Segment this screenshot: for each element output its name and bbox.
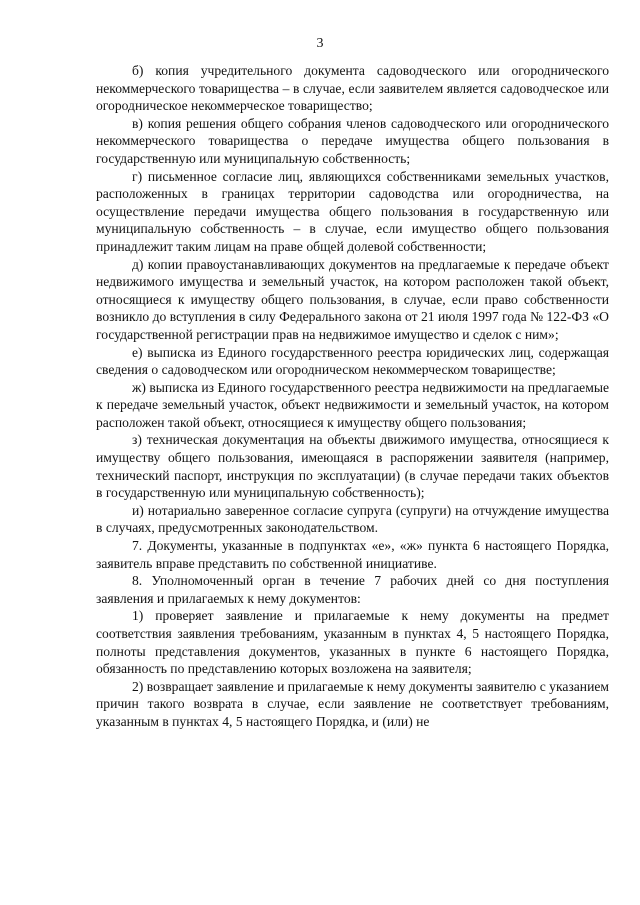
paragraph-8-authority-actions: 8. Уполномоченный орган в течение 7 рабочих дней со дня поступления заявления и прилагаемых к нему документов: [96, 573, 609, 606]
paragraph-d-title-documents: д) копии правоустанавливающих документов на предлагаемые к передаче объект недвижимого имущества и земельный участок, на котором расположен такой объект, относящиеся к имуществу общего пользования, в случае, если право собственности возникло до вступления в силу Федерального закона от 21 июля 1997 года № 122-ФЗ «О государственной регистрации прав на недвижимое имущество и сделок с ним»; [96, 256, 609, 342]
paragraph-b-charter-copy: б) копия учредительного документа садоводческого или огороднического некоммерческого товарищества – в случае, если заявителем является садоводческое или огородническое некоммерческое товарищество; [96, 63, 609, 114]
paragraph-8-2-return: 2) возвращает заявление и прилагаемые к нему документы заявителю с указанием причин такого возврата в случае, если заявление не соответствует требованиям, указанным в пунктах 4, 5 настоящего Порядка, и (или) не [96, 678, 609, 729]
paragraph-7-optional-documents: 7. Документы, указанные в подпунктах «е», «ж» пункта 6 настоящего Порядка, заявитель вправе представить по собственной инициативе. [96, 538, 609, 571]
paragraph-8-1-verification: 1) проверяет заявление и прилагаемые к нему документы на предмет соответствия заявления требованиям, указанным в пунктах 4, 5 настоящего Порядка, полноты представления документов, указанных в пункте 6 настоящего Порядка, обязанность по представлению которых возложена на заявителя; [96, 608, 609, 677]
paragraph-v-meeting-decision: в) копия решения общего собрания членов садоводческого или огороднического некоммерческого товарищества о передаче имущества общего пользования в государственную или муниципальную собственность; [96, 115, 609, 166]
page-number: 3 [316, 36, 324, 51]
paragraph-e-legal-entities-extract: е) выписка из Единого государственного реестра юридических лиц, содержащая сведения о садоводческом или огородническом некоммерческом товариществе; [96, 344, 609, 378]
document-body [96, 62, 609, 731]
paragraph-z-technical-documentation: з) техническая документация на объекты движимого имущества, относящиеся к имуществу общего пользования, имеющаяся в распоряжении заявителя (например, технический паспорт, инструкция по эксплуатации) (в случае передачи таких объектов в государственную или муниципальную собственность); [96, 432, 609, 501]
paragraph-i-spouse-consent: и) нотариально заверенное согласие супруга (супруги) на отчуждение имущества в случаях, предусмотренных законодательством. [96, 502, 609, 536]
paragraph-g-owners-consent: г) письменное согласие лиц, являющихся собственниками земельных участков, расположенных в границах территории садоводства или огородничества, на осуществление передачи имущества общего пользования в государственную или муниципальную собственность – в случае, если имущество общего пользования принадлежит таким лицам на праве общей долевой собственности; [96, 168, 609, 254]
paragraph-zh-real-estate-extract: ж) выписка из Единого государственного реестра недвижимости на предлагаемые к передаче земельный участок, объект недвижимости и земельный участок, на котором расположен такой объект, относящиеся к имуществу общего пользования; [96, 379, 609, 430]
